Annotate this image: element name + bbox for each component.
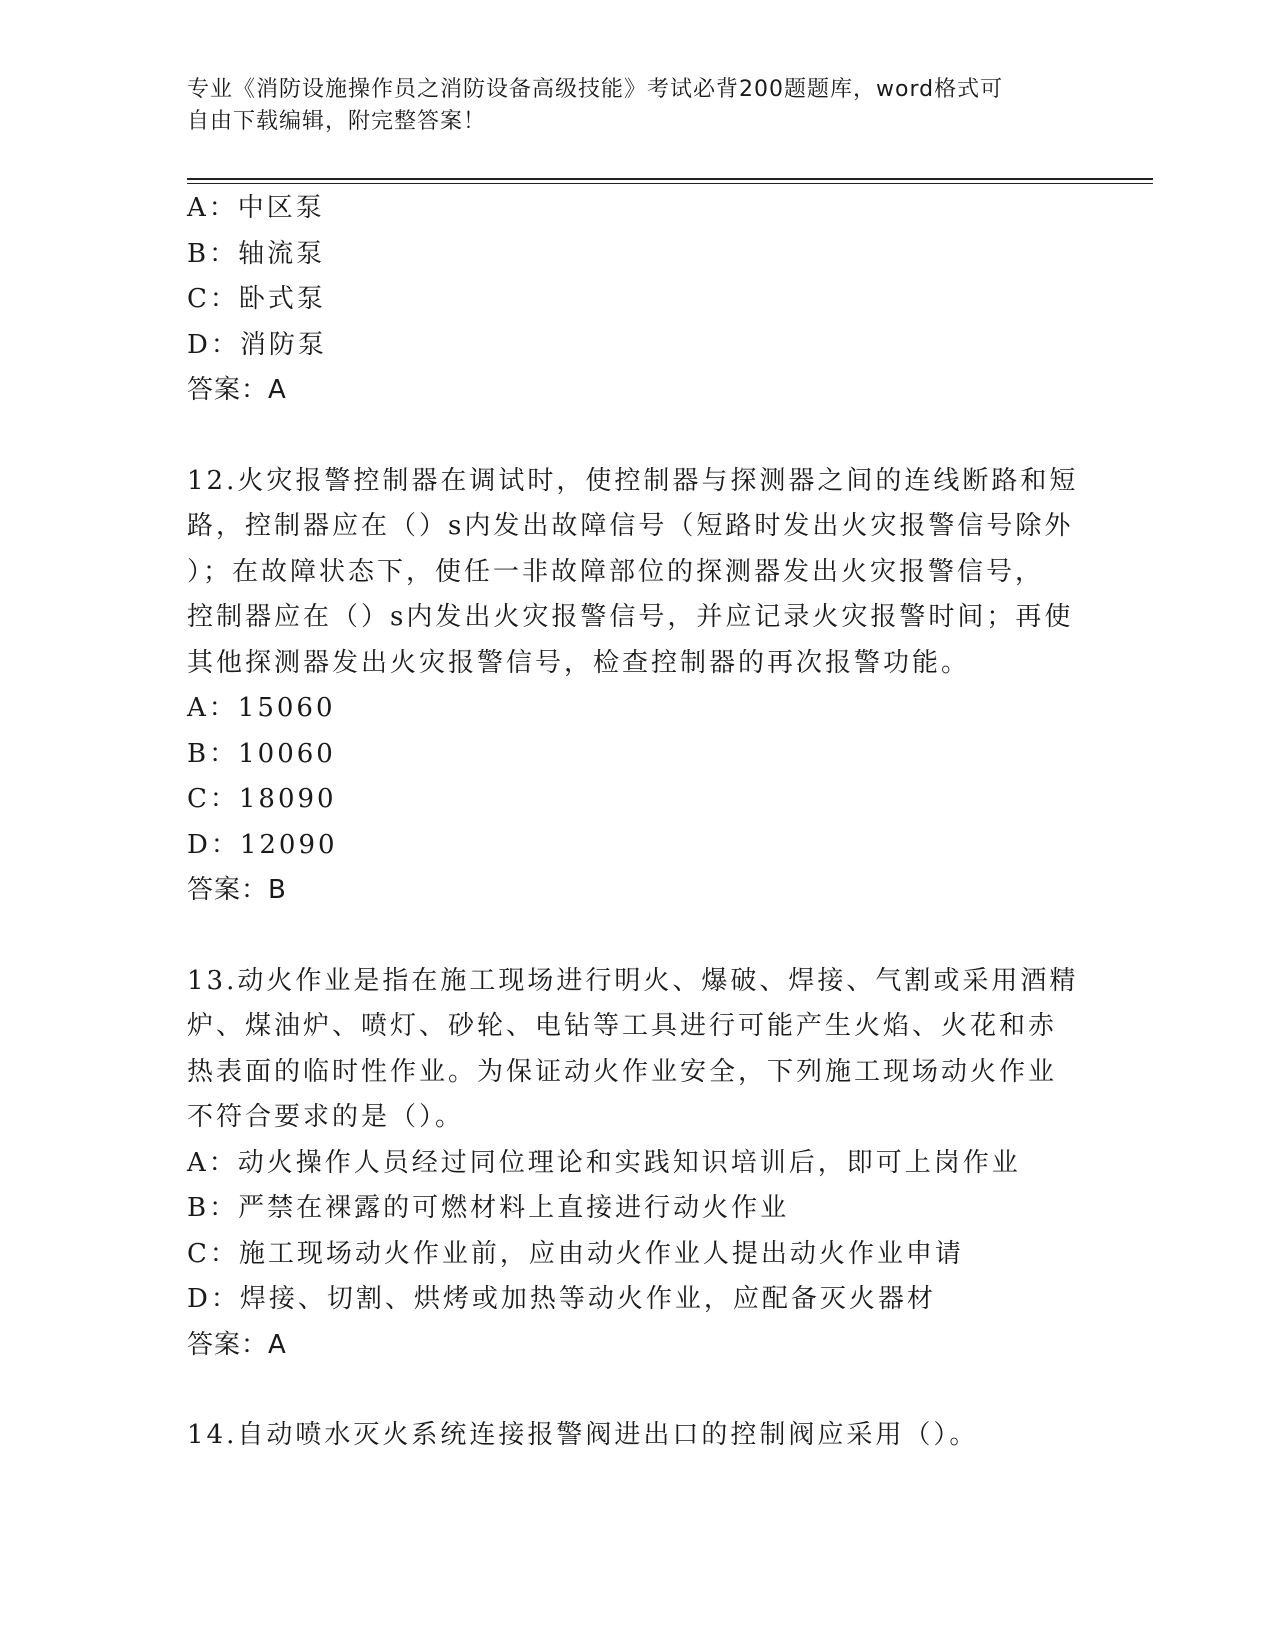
option-b: B：轴流泵 [187,238,326,269]
question-13 [187,959,1087,1369]
header-line-1: 专业《消防设施操作员之消防设备高级技能》考试必背200题题库，word格式可 [187,77,1004,102]
header-divider-thick [187,178,1153,180]
option-c: C：18090 [187,784,337,814]
question-stem-line: 其他探测器发出火灾报警信号，检查控制器的再次报警功能。 [187,647,971,678]
question-stem-line: 13.动火作业是指在施工现场进行明火、爆破、焊接、气割或采用酒精 [187,965,1079,996]
header-divider-thin [187,183,1153,184]
question-stem-line: 路，控制器应在（）s内发出故障信号（短路时发出火灾报警信号除外 [187,511,1074,541]
option-d: D：12090 [187,829,338,860]
document-header [187,74,1087,138]
option-b: B：严禁在裸露的可燃材料上直接进行动火作业 [187,1193,790,1223]
option-d: D：消防泵 [187,329,327,360]
question-content [187,186,1087,1459]
option-c: C：施工现场动火作业前，应由动火作业人提出动火作业申请 [187,1238,964,1269]
option-a: A：动火操作人员经过同位理论和实践知识培训后，即可上岗作业 [187,1147,1021,1178]
option-a: A：15060 [187,693,336,723]
option-c: C：卧式泵 [187,284,326,314]
option-a: A：中区泵 [187,193,325,223]
answer: 答案：B [187,875,287,905]
question-12 [187,459,1087,914]
question-stem-line: 14.自动喷水灭火系统连接报警阀进出口的控制阀应采用（）。 [187,1420,979,1450]
question-stem-line: 不符合要求的是（）。 [187,1102,465,1132]
header-line-2: 自由下载编辑，附完整答案！ [187,109,487,134]
question-stem-line: 热表面的临时性作业。为保证动火作业安全，下列施工现场动火作业 [187,1056,1058,1087]
question-stem-line: 控制器应在（）s内发出火灾报警信号，并应记录火灾报警时间；再使 [187,602,1074,632]
option-d: D：焊接、切割、烘烤或加热等动火作业，应配备灭火器材 [187,1284,936,1314]
question-stem-line: 炉、煤油炉、喷灯、砂轮、电钻等工具进行可能产生火焰、火花和赤 [187,1011,1058,1041]
answer: 答案：A [187,1329,287,1360]
question-11 [187,186,1087,414]
question-stem-line: 12.火灾报警控制器在调试时，使控制器与探测器之间的连线断路和短 [187,465,1079,496]
answer: 答案：A [187,375,287,405]
question-stem-line: ）；在故障状态下，使任一非故障部位的探测器发出火灾报警信号， [187,556,1045,587]
question-14 [187,1413,1087,1459]
option-b: B：10060 [187,738,336,769]
